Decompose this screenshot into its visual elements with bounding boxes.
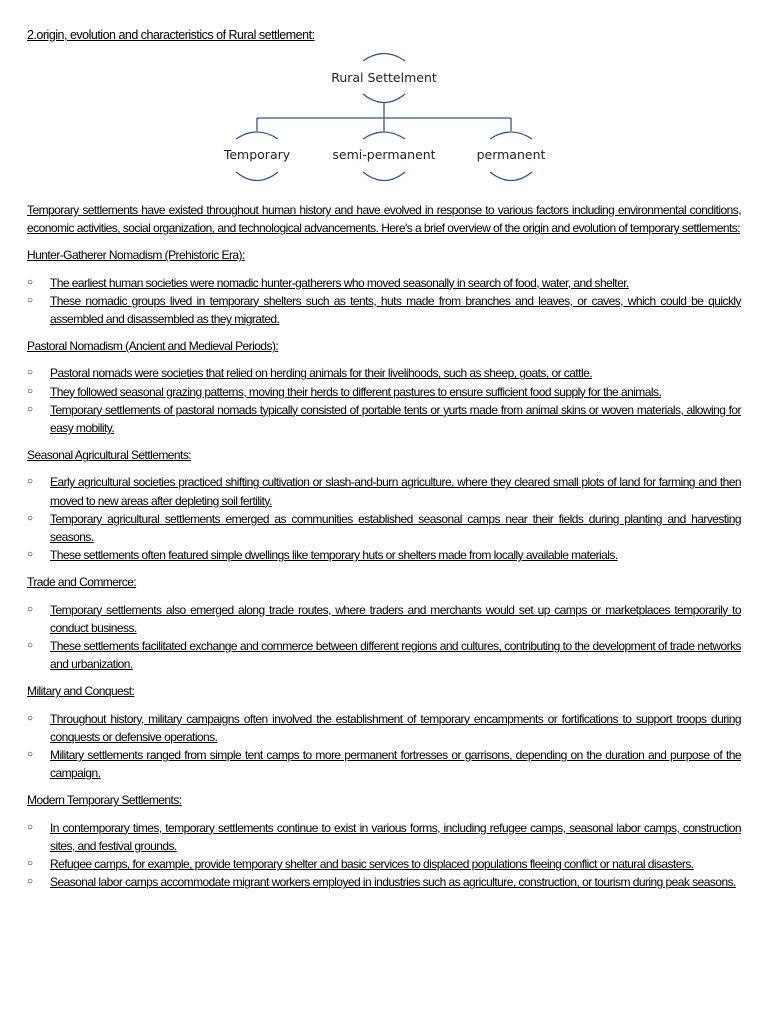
list-item [27, 383, 741, 401]
diagram-child-temporary: Temporary [223, 147, 291, 162]
list-item [27, 746, 741, 782]
hollow-circle-icon: ○ [27, 821, 33, 833]
diagram-child-permanent: permanent [476, 147, 546, 162]
list-item-text: Early agricultural societies practiced shifting cultivation or slash-and-burn agriculture, where they cleared small plots of land for farming and then moved to new areas after depleting soil fertility. [50, 475, 741, 508]
list-item-text: Throughout history, military campaigns often involved the establishment of temporary encampments or fortifications to support troops during conquests or defensive operations. [50, 711, 741, 744]
sections-container [27, 246, 741, 891]
hollow-circle-icon: ○ [27, 858, 33, 870]
hollow-circle-icon: ○ [27, 876, 33, 888]
list-item [27, 292, 741, 328]
section-title: Military and Conquest: [27, 684, 135, 699]
list-item-text: These settlements facilitated exchange and commerce between different regions and cultures, contributing to the development of trade networks and urbanization. [50, 639, 741, 672]
hollow-circle-icon: ○ [27, 476, 33, 488]
list-item-text: Military settlements ranged from simple tent camps to more permanent fortresses or garrisons, depending on the duration and purpose of the campaign. [50, 748, 741, 781]
bullet-list [27, 819, 741, 892]
child-2-bottom-arc [363, 172, 405, 181]
hollow-circle-icon: ○ [27, 367, 33, 379]
list-item-text: Temporary settlements of pastoral nomads typically consisted of portable tents or yurts made from animal skins or woven materials, allowing for easy mobility. [50, 402, 741, 436]
section-title: Pastoral Nomadism (Ancient and Medieval Periods): [27, 339, 279, 354]
bullet-list [27, 364, 741, 437]
list-item [27, 510, 741, 546]
hollow-circle-icon: ○ [27, 294, 33, 306]
list-item [27, 274, 741, 292]
hollow-circle-icon: ○ [27, 512, 33, 524]
child-2-top-arc [363, 132, 405, 139]
diagram-child-semi-permanent: semi-permanent [332, 147, 436, 162]
section-title: Trade and Commerce: [27, 575, 137, 590]
list-item-text: Pastoral nomads were societies that relied on herding animals for their livelihoods, such as sheep, goats, or cattle. [50, 366, 592, 381]
list-item [27, 873, 741, 891]
list-item [27, 601, 741, 637]
child-3-top-arc [490, 132, 532, 139]
hollow-circle-icon: ○ [27, 749, 33, 761]
section-title: Modern Temporary Settlements: [27, 793, 182, 808]
hierarchy-diagram [0, 0, 768, 200]
list-item [27, 546, 741, 564]
child-3-bottom-arc [490, 172, 532, 181]
hollow-circle-icon: ○ [27, 385, 33, 397]
root-bottom-arc [363, 94, 405, 103]
list-item-text: Temporary agricultural settlements emerged as communities established seasonal camps near their fields during planting and harvesting seasons. [50, 511, 741, 545]
list-item-text: Seasonal labor camps accommodate migrant workers employed in industries such as agriculture, construction, or tourism during peak seasons. [50, 875, 736, 890]
list-item-text: These nomadic groups lived in temporary shelters such as tents, huts made from branches and leaves, or caves, which could be quickly assembled and disassembled as they migrated. [50, 293, 741, 327]
list-item-text: They followed seasonal grazing patterns, moving their herds to different pastures to ensure sufficient food supply for the animals. [50, 384, 662, 399]
root-top-arc [363, 54, 405, 62]
intro-paragraph: Temporary settlements have existed throughout human history and have evolved in response to various factors including environmental conditions, economic activities, social organization, and technological advancements. Here's a brief overview of the origin and evolution of temporary settlements: [27, 203, 741, 236]
list-item [27, 473, 741, 509]
bullet-list [27, 274, 741, 329]
diagram-root-label: Rural Settelment [331, 70, 437, 85]
list-item-text: In contemporary times, temporary settlements continue to exist in various forms, including refugee camps, seasonal labor camps, construction sites, and festival grounds. [50, 820, 741, 853]
bullet-list [27, 710, 741, 783]
section-title: Seasonal Agricultural Settlements: [27, 448, 192, 463]
list-item [27, 710, 741, 746]
list-item [27, 855, 741, 873]
hollow-circle-icon: ○ [27, 276, 33, 288]
list-item-text: These settlements often featured simple dwellings like temporary huts or shelters made from locally available materials. [50, 548, 618, 563]
hollow-circle-icon: ○ [27, 712, 33, 724]
page-heading: 2.origin, evolution and characteristics of Rural settlement: [27, 28, 315, 42]
list-item [27, 364, 741, 382]
child-1-bottom-arc [236, 172, 278, 181]
list-item [27, 819, 741, 855]
list-item-text: Temporary settlements also emerged along trade routes, where traders and merchants would set up camps or marketplaces temporarily to conduct business. [50, 602, 741, 635]
child-1-top-arc [236, 132, 278, 139]
hollow-circle-icon: ○ [27, 549, 33, 561]
bullet-list [27, 601, 741, 674]
list-item-text: Refugee camps, for example, provide temporary shelter and basic services to displaced populations fleeing conflict or natural disasters. [50, 857, 694, 872]
hollow-circle-icon: ○ [27, 603, 33, 615]
hollow-circle-icon: ○ [27, 403, 33, 415]
hollow-circle-icon: ○ [27, 640, 33, 652]
bullet-list [27, 473, 741, 564]
list-item [27, 637, 741, 673]
list-item-text: The earliest human societies were nomadic hunter-gatherers who moved seasonally in search of food, water, and shelter. [50, 275, 629, 290]
section-title: Hunter-Gatherer Nomadism (Prehistoric Era): [27, 248, 245, 263]
list-item [27, 401, 741, 437]
document-body [27, 201, 741, 901]
